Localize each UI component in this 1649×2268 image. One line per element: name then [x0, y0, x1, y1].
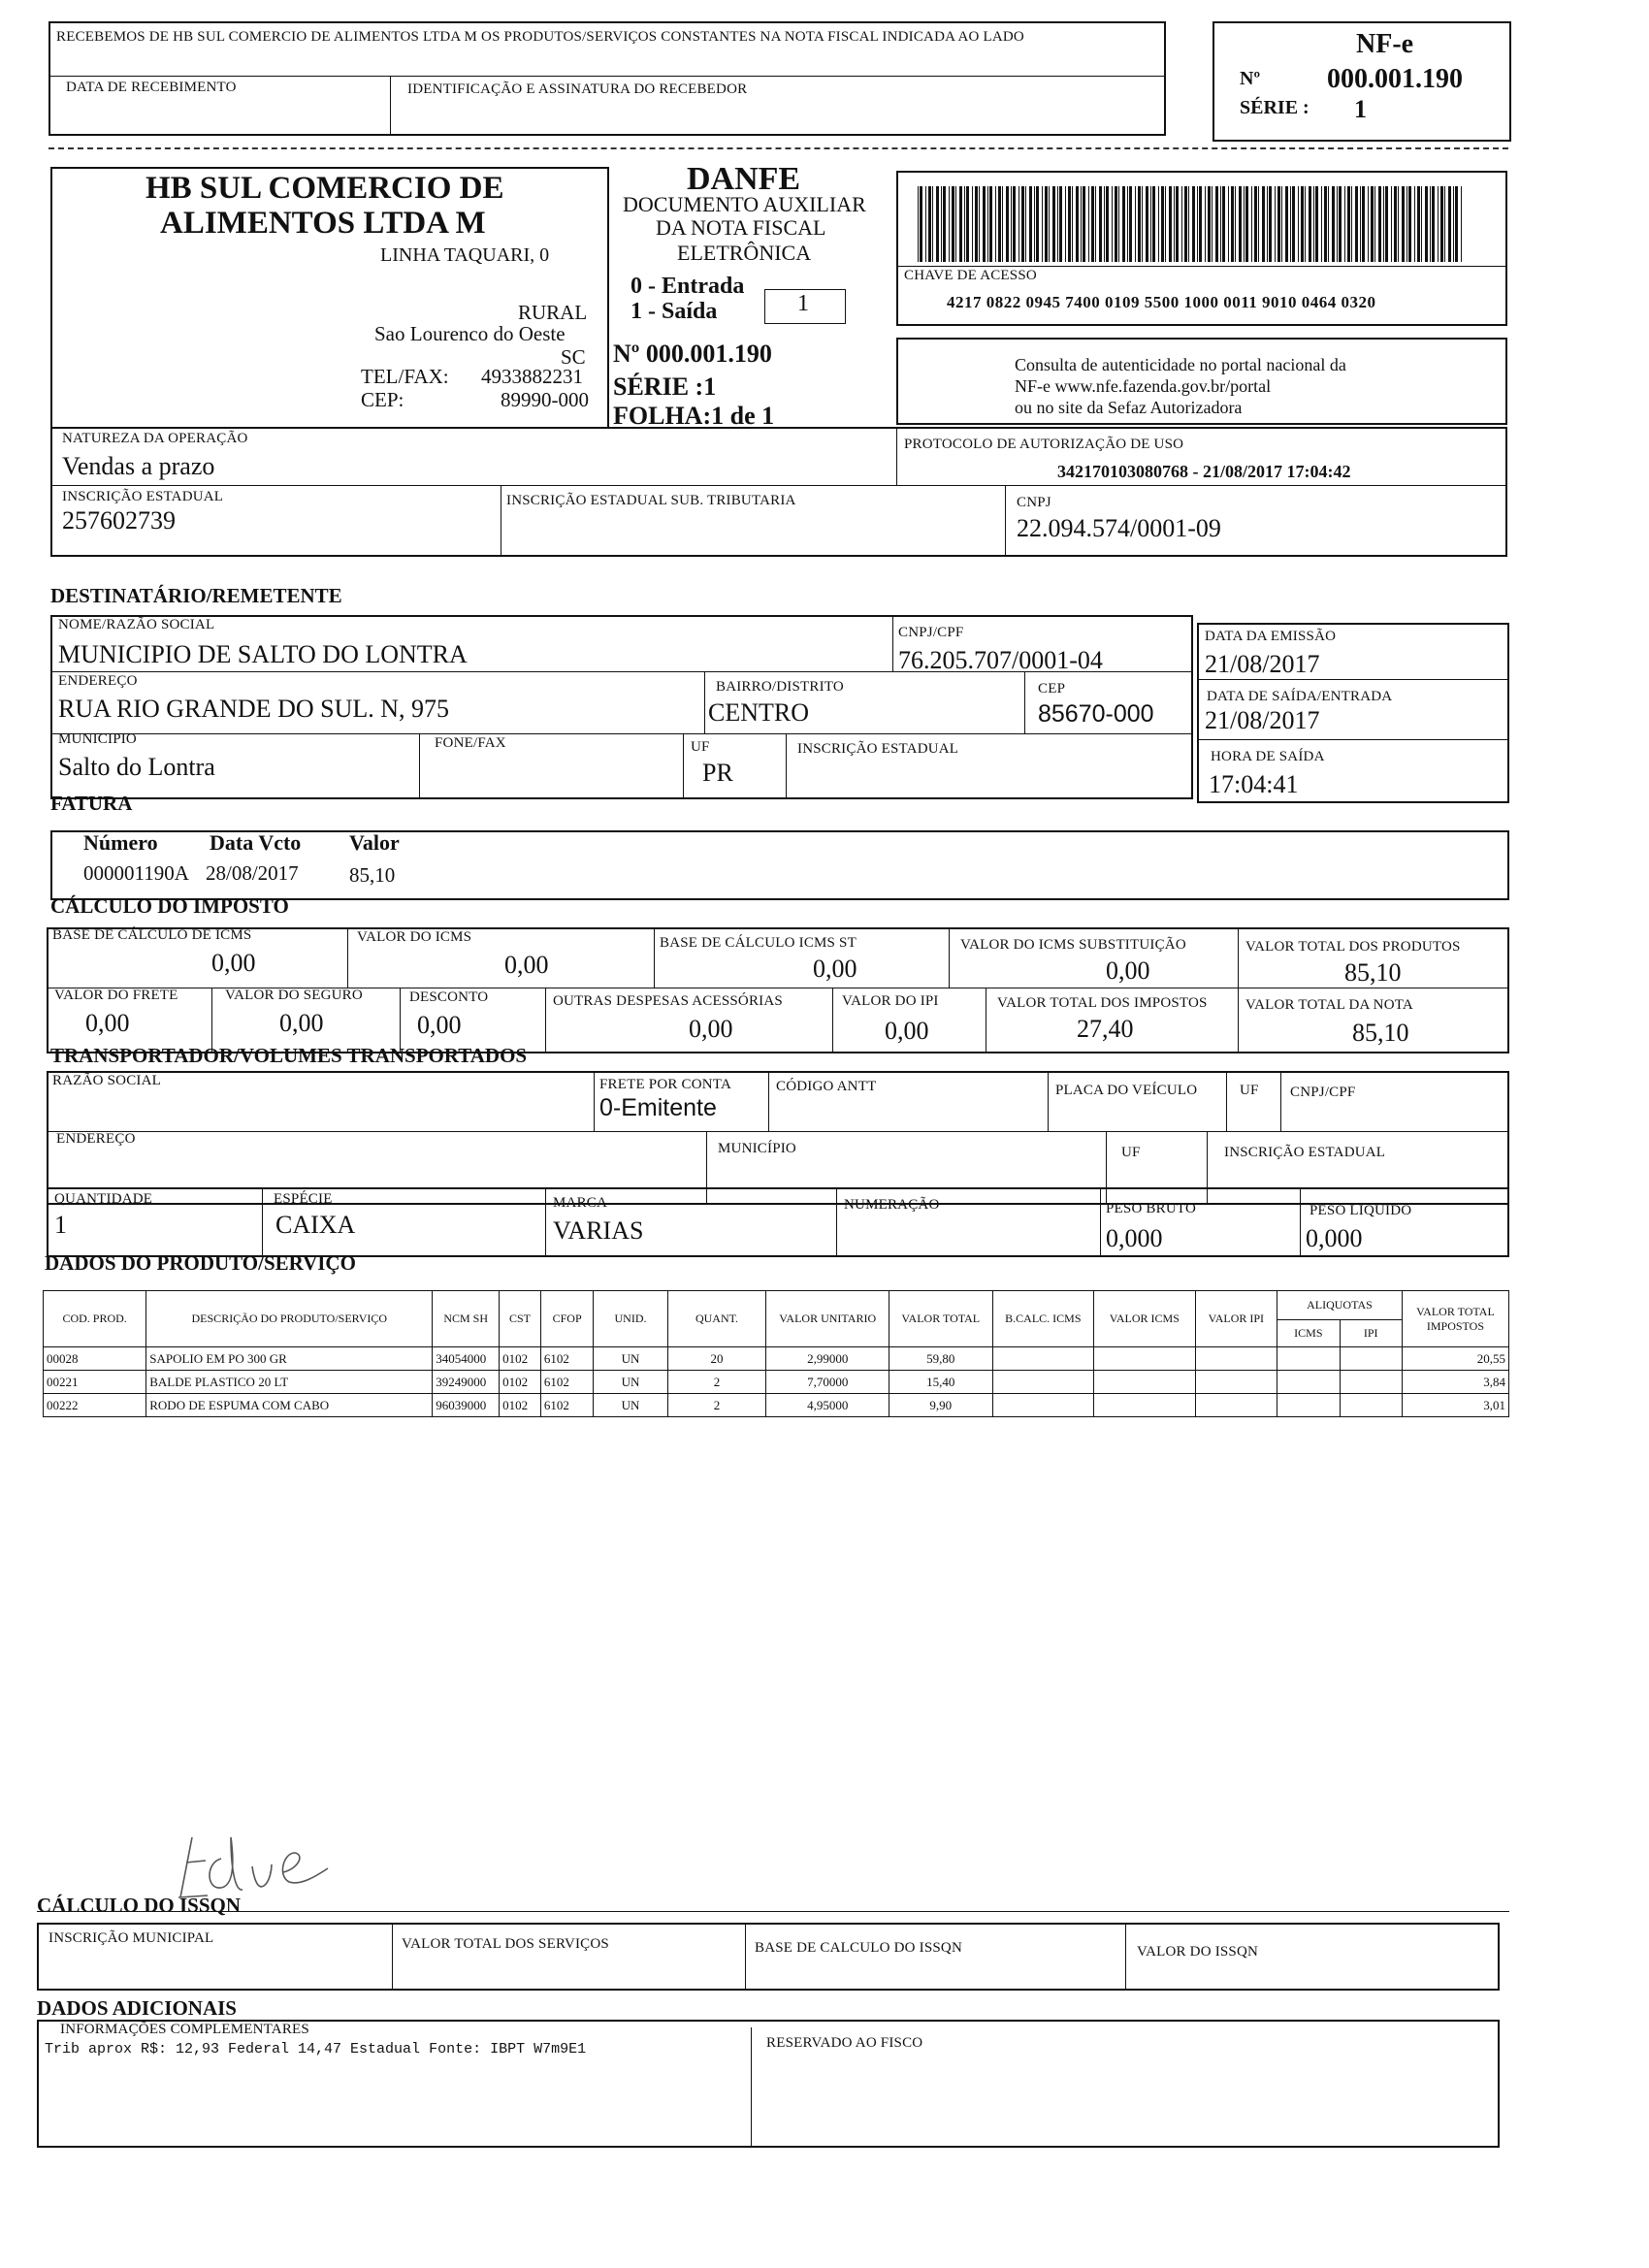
vol-v4	[1100, 1187, 1101, 1257]
emitente-name-line1: HB SUL COMERCIO DE	[146, 171, 504, 206]
cell-bcalc	[992, 1394, 1094, 1417]
cell-cfop: 6102	[540, 1371, 594, 1394]
fisco-label: RESERVADO AO FISCO	[766, 2035, 923, 2051]
cell-aliq-icms	[1277, 1347, 1341, 1371]
danfe-title: DANFE	[687, 161, 801, 197]
vol-v5	[1300, 1187, 1301, 1257]
ie-st-label: INSCRIÇÃO ESTADUAL SUB. TRIBUTARIA	[506, 493, 796, 508]
cell-aliq-ipi	[1340, 1394, 1402, 1417]
natureza-value: Vendas a prazo	[62, 452, 215, 480]
dest-hora: 17:04:41	[1209, 770, 1299, 798]
barcode	[918, 186, 1467, 262]
cell-desc: BALDE PLASTICO 20 LT	[146, 1371, 433, 1394]
adicionais-v1	[751, 2027, 752, 2148]
base-icms-label: BASE DE CÁLCULO DE ICMS	[52, 927, 252, 943]
emitente-uf: SC	[561, 345, 586, 369]
valor-st-label: VALOR DO ICMS SUBSTITUIÇÃO	[960, 937, 1186, 953]
identificacao-label: IDENTIFICAÇÃO E ASSINATURA DO RECEBEDOR	[407, 81, 748, 97]
cell-cod: 00222	[44, 1394, 146, 1417]
transp-ie-label: INSCRIÇÃO ESTADUAL	[1224, 1145, 1386, 1160]
cell-ncm: 96039000	[433, 1394, 500, 1417]
canhoto-numero-label: Nº	[1240, 68, 1261, 89]
consulta-line3: ou no site da Sefaz Autorizadora	[1015, 398, 1243, 417]
info-text: Trib aprox R$: 12,93 Federal 14,47 Estadual Fonte: IBPT W7m9E1	[45, 2041, 587, 2057]
barcode-divider	[896, 266, 1507, 267]
dest-data-emissao: 21/08/2017	[1205, 650, 1320, 678]
cell-cfop: 6102	[540, 1347, 594, 1371]
issqn-box	[37, 1923, 1500, 1991]
chave-value: 4217 0822 0945 7400 0109 5500 1000 0011 9010 0464 0320	[947, 293, 1376, 311]
dest-nome-label: NOME/RAZÃO SOCIAL	[58, 617, 215, 632]
th-vtrib: VALOR TOTAL IMPOSTOS	[1402, 1291, 1508, 1347]
transp-v3	[1048, 1071, 1049, 1131]
numeracao-label: NUMERAÇÃO	[844, 1197, 940, 1213]
issqn-v1	[392, 1923, 393, 1991]
th-aliq: ALIQUOTAS	[1277, 1291, 1403, 1320]
canhoto-serie: 1	[1354, 95, 1367, 123]
th-cfop: CFOP	[540, 1291, 594, 1347]
table-row	[44, 1347, 1509, 1371]
datas-divider-1	[1197, 679, 1509, 680]
emitente-name-line2: ALIMENTOS LTDA M	[160, 206, 486, 241]
frete: 0,00	[85, 1009, 130, 1037]
cell-vtrib: 3,84	[1402, 1371, 1508, 1394]
cell-desc: RODO DE ESPUMA COM CABO	[146, 1394, 433, 1417]
danfe-line3: ELETRÔNICA	[677, 241, 812, 265]
peso-bruto-label: PESO BRUTO	[1106, 1201, 1196, 1216]
info-label: INFORMAÇÕES COMPLEMENTARES	[60, 2022, 309, 2037]
dest-nome: MUNICIPIO DE SALTO DO LONTRA	[58, 640, 468, 668]
transporte-box-2	[47, 1187, 1509, 1257]
outras-label: OUTRAS DESPESAS ACESSÓRIAS	[553, 993, 783, 1009]
cell-bcalc	[992, 1347, 1094, 1371]
cell-vipi	[1195, 1347, 1277, 1371]
total-impostos-label: VALOR TOTAL DOS IMPOSTOS	[997, 995, 1208, 1011]
dest-bairro-label: BAIRRO/DISTRITO	[716, 679, 844, 695]
ipi-label: VALOR DO IPI	[842, 993, 939, 1009]
seguro-label: VALOR DO SEGURO	[225, 988, 363, 1003]
cell-vtrib: 3,01	[1402, 1394, 1508, 1417]
transp-v2	[768, 1071, 769, 1131]
dest-uf: PR	[702, 759, 733, 787]
dest-ie-label: INSCRIÇÃO ESTADUAL	[797, 741, 959, 757]
cell-vicms	[1094, 1394, 1195, 1417]
cell-vtrib: 20,55	[1402, 1347, 1508, 1371]
dest-vdiv-uf	[683, 733, 684, 799]
danfe-line2: DA NOTA FISCAL	[656, 215, 826, 240]
canhoto-nfe-title: NF-e	[1356, 29, 1414, 59]
cell-unid: UN	[594, 1394, 667, 1417]
frete-label: VALOR DO FRETE	[54, 988, 178, 1003]
cell-bcalc	[992, 1371, 1094, 1394]
cell-cst: 0102	[500, 1371, 541, 1394]
quantidade: 1	[54, 1211, 67, 1239]
dest-bairro: CENTRO	[708, 698, 809, 727]
canhoto-vdivider	[390, 76, 391, 136]
table-row	[44, 1394, 1509, 1417]
vol-v1	[262, 1187, 263, 1257]
canhoto-numero: 000.001.190	[1327, 64, 1463, 94]
produtos-section: DADOS DO PRODUTO/SERVIÇO	[45, 1251, 356, 1275]
th-bcalc: B.CALC. ICMS	[992, 1291, 1094, 1347]
valor-icms-label: VALOR DO ICMS	[357, 929, 472, 945]
cell-ncm: 39249000	[433, 1371, 500, 1394]
fatura-numero: 000001190A	[83, 861, 189, 885]
imp-v8	[832, 988, 833, 1053]
valor-icms: 0,00	[504, 951, 549, 979]
dest-data-saida: 21/08/2017	[1205, 706, 1320, 734]
base-st: 0,00	[813, 955, 857, 983]
cell-vunit: 4,95000	[766, 1394, 889, 1417]
valor-st: 0,00	[1106, 956, 1150, 985]
fatura-data: 28/08/2017	[206, 861, 299, 885]
cell-vicms	[1094, 1347, 1195, 1371]
marca-label: MARCA	[553, 1195, 608, 1211]
data-recebimento-label: DATA DE RECEBIMENTO	[66, 80, 237, 95]
cnpj-value: 22.094.574/0001-09	[1017, 514, 1221, 542]
transp-div-1	[47, 1131, 1509, 1132]
cell-aliq-ipi	[1340, 1371, 1402, 1394]
imp-v1	[347, 927, 348, 988]
imp-v10	[1238, 988, 1239, 1053]
ie-label: INSCRIÇÃO ESTADUAL	[62, 489, 224, 504]
dest-data-emissao-label: DATA DA EMISSÃO	[1205, 629, 1337, 644]
total-nota: 85,10	[1352, 1019, 1409, 1047]
th-quant: QUANT.	[667, 1291, 766, 1347]
th-cod: COD. PROD.	[44, 1291, 146, 1347]
dest-municipio-label: MUNICIPIO	[58, 731, 137, 747]
handwritten-signature	[163, 1818, 347, 1905]
transp-uf2-label: UF	[1121, 1145, 1141, 1160]
natureza-box	[50, 427, 1507, 557]
transp-municipio-label: MUNICÍPIO	[718, 1141, 796, 1156]
cell-quant: 2	[667, 1394, 766, 1417]
canhoto-divider	[48, 76, 1166, 77]
dest-vdiv-bairro	[704, 671, 705, 733]
danfe-tipo: 1	[797, 291, 809, 316]
transp-antt-label: CÓDIGO ANTT	[776, 1079, 877, 1094]
cell-unid: UN	[594, 1371, 667, 1394]
imp-v4	[1238, 927, 1239, 988]
cell-desc: SAPOLIO EM PO 300 GR	[146, 1347, 433, 1371]
outras: 0,00	[689, 1015, 733, 1043]
transp-v5	[1280, 1071, 1281, 1131]
produtos-table	[43, 1290, 1509, 1417]
th-vunit: VALOR UNITARIO	[766, 1291, 889, 1347]
natureza-vdivider	[896, 427, 897, 485]
ie-value: 257602739	[62, 506, 176, 535]
dest-cnpj: 76.205.707/0001-04	[898, 646, 1103, 674]
base-st-label: BASE DE CÁLCULO ICMS ST	[660, 935, 857, 951]
cell-vipi	[1195, 1371, 1277, 1394]
emitente-cep: 89990-000	[501, 388, 589, 411]
th-aliq-icms: ICMS	[1277, 1320, 1341, 1347]
th-desc: DESCRIÇÃO DO PRODUTO/SERVIÇO	[146, 1291, 433, 1347]
emitente-city: Sao Lourenco do Oeste	[374, 322, 566, 345]
cell-vicms	[1094, 1371, 1195, 1394]
th-cst: CST	[500, 1291, 541, 1347]
table-row	[44, 1371, 1509, 1394]
cell-vtotal: 9,90	[889, 1394, 992, 1417]
natureza-label: NATUREZA DA OPERAÇÃO	[62, 431, 248, 446]
danfe-saida: 1 - Saída	[630, 299, 718, 324]
issqn-v2	[745, 1923, 746, 1991]
protocolo-value: 342170103080768 - 21/08/2017 17:04:42	[1057, 462, 1351, 481]
dest-cep-label: CEP	[1038, 681, 1066, 697]
cell-aliq-icms	[1277, 1394, 1341, 1417]
destinatario-section: DESTINATÁRIO/REMETENTE	[50, 584, 342, 607]
base-icms: 0,00	[211, 949, 256, 977]
issqn-section: CÁLCULO DO ISSQN	[37, 1894, 242, 1917]
issqn-v3	[1125, 1923, 1126, 1991]
cell-ncm: 34054000	[433, 1347, 500, 1371]
consulta-line1: Consulta de autenticidade no portal nacional da	[1015, 355, 1346, 374]
recebemos-text: RECEBEMOS DE HB SUL COMERCIO DE ALIMENTOS LTDA M OS PRODUTOS/SERVIÇOS CONSTANTES NA NOTA FISCAL INDICADA AO LADO	[56, 29, 1024, 45]
dest-data-saida-label: DATA DE SAÍDA/ENTRADA	[1207, 689, 1393, 704]
marca: VARIAS	[553, 1216, 644, 1245]
datas-divider-2	[1197, 739, 1509, 740]
cell-cod: 00028	[44, 1347, 146, 1371]
dest-row-div-2	[50, 733, 1193, 734]
desconto: 0,00	[417, 1011, 462, 1039]
emitente-tel: 4933882231	[481, 365, 583, 388]
desconto-label: DESCONTO	[409, 989, 489, 1005]
th-ncm: NCM SH	[433, 1291, 500, 1347]
transporte-section: TRANSPORTADOR/VOLUMES TRANSPORTADOS	[50, 1044, 528, 1067]
cell-unid: UN	[594, 1347, 667, 1371]
issqn-base-label: BASE DE CALCULO DO ISSQN	[755, 1940, 962, 1956]
fatura-data-label: Data Vcto	[210, 830, 302, 855]
transp-v1	[594, 1071, 595, 1131]
cell-cod: 00221	[44, 1371, 146, 1394]
cell-vtotal: 59,80	[889, 1347, 992, 1371]
especie: CAIXA	[275, 1211, 356, 1239]
dest-endereco-label: ENDEREÇO	[58, 673, 138, 689]
fatura-section: FATURA	[50, 792, 133, 815]
peso-liquido-label: PESO LIQUIDO	[1310, 1203, 1412, 1218]
danfe-numero: Nº 000.001.190	[613, 340, 772, 368]
cell-aliq-icms	[1277, 1371, 1341, 1394]
cell-vtotal: 15,40	[889, 1371, 992, 1394]
transp-cnpj-label: CNPJ/CPF	[1290, 1085, 1356, 1100]
cell-vipi	[1195, 1394, 1277, 1417]
th-unid: UNID.	[594, 1291, 667, 1347]
cell-cfop: 6102	[540, 1394, 594, 1417]
th-vicms: VALOR ICMS	[1094, 1291, 1195, 1347]
transp-razao-label: RAZÃO SOCIAL	[52, 1073, 161, 1088]
fatura-numero-label: Número	[83, 830, 158, 855]
dest-uf-label: UF	[691, 739, 710, 755]
total-nota-label: VALOR TOTAL DA NOTA	[1245, 997, 1413, 1013]
peso-liquido: 0,000	[1306, 1224, 1363, 1252]
emitente-tel-label: TEL/FAX:	[361, 365, 449, 388]
transp-frete-label: FRETE POR CONTA	[599, 1077, 731, 1092]
dest-vdiv-fone	[419, 733, 420, 799]
transp-endereco-label: ENDEREÇO	[56, 1131, 136, 1147]
cell-aliq-ipi	[1340, 1347, 1402, 1371]
danfe-line1: DOCUMENTO AUXILIAR	[623, 192, 866, 216]
ie-vdivider-2	[1005, 485, 1006, 557]
cut-line	[48, 147, 1508, 149]
consulta-line2: NF-e www.nfe.fazenda.gov.br/portal	[1015, 376, 1272, 396]
dest-municipio: Salto do Lontra	[58, 753, 215, 781]
cell-quant: 2	[667, 1371, 766, 1394]
total-impostos: 27,40	[1077, 1015, 1134, 1043]
especie-label: ESPÉCIE	[274, 1191, 333, 1207]
dest-vdiv-cnpj	[892, 615, 893, 671]
total-produtos: 85,10	[1344, 958, 1402, 987]
emitente-address: LINHA TAQUARI, 0	[380, 244, 550, 266]
dest-fone-label: FONE/FAX	[435, 735, 506, 751]
issqn-vts-label: VALOR TOTAL DOS SERVIÇOS	[402, 1936, 609, 1952]
issqn-im-label: INSCRIÇÃO MUNICIPAL	[48, 1930, 214, 1946]
emitente-bairro: RURAL	[518, 301, 588, 324]
danfe-folha: FOLHA:1 de 1	[613, 402, 775, 430]
imp-v7	[545, 988, 546, 1053]
emitente-cep-label: CEP:	[361, 388, 404, 411]
canhoto-serie-label: SÉRIE :	[1240, 97, 1310, 118]
danfe-entrada: 0 - Entrada	[630, 274, 745, 299]
dest-cep: 85670-000	[1038, 700, 1154, 728]
imp-v3	[949, 927, 950, 988]
seguro: 0,00	[279, 1009, 324, 1037]
cell-cst: 0102	[500, 1394, 541, 1417]
fatura-valor-label: Valor	[349, 830, 400, 855]
ipi: 0,00	[885, 1017, 929, 1045]
issqn-top-line	[37, 1911, 1509, 1912]
vol-v3	[836, 1187, 837, 1257]
issqn-valor-label: VALOR DO ISSQN	[1137, 1944, 1259, 1960]
dest-vdiv-ie	[786, 733, 787, 799]
th-vipi: VALOR IPI	[1195, 1291, 1277, 1347]
cell-vunit: 7,70000	[766, 1371, 889, 1394]
th-aliq-ipi: IPI	[1340, 1320, 1402, 1347]
cell-vunit: 2,99000	[766, 1347, 889, 1371]
imp-v2	[654, 927, 655, 988]
danfe-serie: SÉRIE :1	[613, 373, 717, 401]
th-vtotal: VALOR TOTAL	[889, 1291, 992, 1347]
total-produtos-label: VALOR TOTAL DOS PRODUTOS	[1245, 939, 1461, 955]
transp-placa-label: PLACA DO VEÍCULO	[1055, 1083, 1198, 1098]
transp-frete: 0-Emitente	[599, 1094, 717, 1121]
protocolo-label: PROTOCOLO DE AUTORIZAÇÃO DE USO	[904, 437, 1184, 452]
dest-endereco: RUA RIO GRANDE DO SUL. N, 975	[58, 695, 450, 723]
quantidade-label: QUANTIDADE	[54, 1191, 153, 1207]
cnpj-label: CNPJ	[1017, 495, 1051, 510]
vol-v2	[545, 1187, 546, 1257]
natureza-hdivider	[50, 485, 1507, 486]
fatura-valor: 85,10	[349, 863, 396, 887]
imposto-section: CÁLCULO DO IMPOSTO	[50, 894, 289, 918]
cell-quant: 20	[667, 1347, 766, 1371]
adicionais-section: DADOS ADICIONAIS	[37, 1996, 237, 2020]
dest-cnpj-label: CNPJ/CPF	[898, 625, 964, 640]
transp-v4	[1226, 1071, 1227, 1131]
transp-uf-label: UF	[1240, 1083, 1259, 1098]
dest-hora-label: HORA DE SAÍDA	[1211, 749, 1325, 764]
peso-bruto: 0,000	[1106, 1224, 1163, 1252]
chave-label: CHAVE DE ACESSO	[904, 268, 1037, 283]
cell-cst: 0102	[500, 1347, 541, 1371]
dest-vdiv-cep	[1024, 671, 1025, 733]
